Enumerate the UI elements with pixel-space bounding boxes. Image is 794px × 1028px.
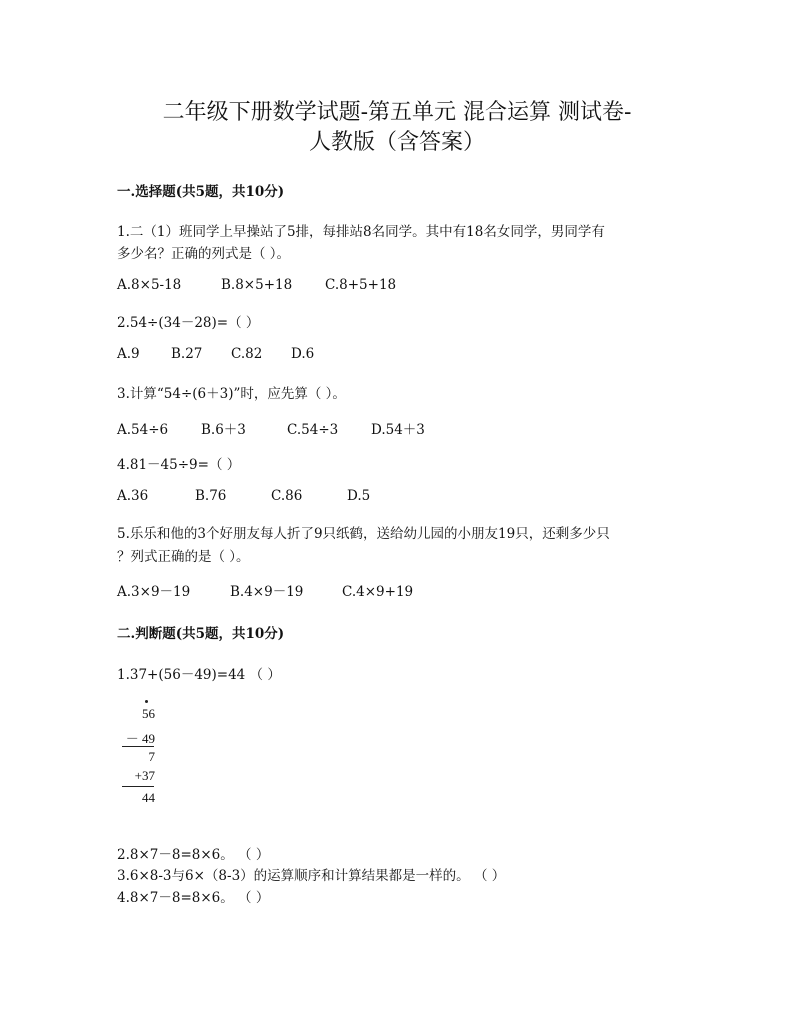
question-1-line-2: 多少名？正确的列式是（ ）。 xyxy=(117,246,291,262)
option: B.27 xyxy=(171,346,203,362)
option: C.82 xyxy=(231,346,263,362)
judge-question-1: 1.37+(56－49)=44 （ ） xyxy=(117,667,281,683)
question-2: 2.54÷(34－28)=（ ） xyxy=(117,315,260,331)
judge-question-3: 3.6×8-3与6×（8-3）的运算顺序和计算结果都是一样的。 （ ） xyxy=(117,868,506,884)
question-5-line-1: 5.乐乐和他的3个好朋友每人折了9只纸鹤，送给幼儿园的小朋友19只，还剩多少只 xyxy=(117,526,610,542)
question-5-line-2: ？列式正确的是（ ）。 xyxy=(117,549,250,565)
question-5-options xyxy=(117,580,413,600)
option: B.4×9－19 xyxy=(230,584,304,600)
option: C.4×9+19 xyxy=(342,584,414,600)
question-4: 4.81－45÷9=（ ） xyxy=(117,457,241,473)
option: D.54＋3 xyxy=(371,422,425,438)
vertical-calculation xyxy=(117,698,177,808)
calc-addend: +37 xyxy=(134,768,155,783)
option: D.5 xyxy=(347,488,371,504)
question-4-options xyxy=(117,488,370,504)
judge-question-2: 2.8×7－8=8×6。 （ ） xyxy=(117,847,270,863)
option: A.9 xyxy=(117,346,140,362)
calc-difference: 7 xyxy=(148,749,155,764)
option: B.6＋3 xyxy=(201,422,246,438)
option: B.76 xyxy=(195,488,227,504)
option: C.86 xyxy=(271,488,303,504)
question-3-options xyxy=(117,418,425,438)
option: A.8×5-18 xyxy=(117,277,182,293)
calc-rule xyxy=(122,786,154,787)
section-heading-judge: 二.判断题(共5题，共10分) xyxy=(117,626,285,642)
question-3: 3.计算“54÷(6＋3)”时，应先算（ ）。 xyxy=(117,386,346,402)
option: A.3×9－19 xyxy=(117,584,191,600)
question-1-line-1: 1.二（1）班同学上早操站了5排，每排站8名同学。其中有18名女同学，男同学有 xyxy=(117,224,605,240)
title-line-1: 二年级下册数学试题-第五单元 混合运算 测试卷- xyxy=(162,100,632,125)
option: D.6 xyxy=(291,346,315,362)
calc-subtrahend: － 49 xyxy=(125,731,155,746)
calc-rule xyxy=(122,746,154,747)
question-2-options xyxy=(117,346,314,362)
option: A.36 xyxy=(117,488,149,504)
carry-dot xyxy=(145,700,148,703)
judge-question-4: 4.8×7－8=8×6。 （ ） xyxy=(117,890,270,906)
calc-sum: 44 xyxy=(142,790,155,805)
section-heading-choice: 一.选择题(共5题，共10分) xyxy=(117,184,285,200)
option: C.8+5+18 xyxy=(325,277,397,293)
option: B.8×5+18 xyxy=(221,277,293,293)
calc-minuend: 56 xyxy=(142,706,155,721)
option: A.54÷6 xyxy=(117,422,169,438)
title-line-2: 人教版（含答案） xyxy=(308,130,485,155)
option: C.54÷3 xyxy=(287,422,339,438)
question-1-options xyxy=(117,277,396,293)
